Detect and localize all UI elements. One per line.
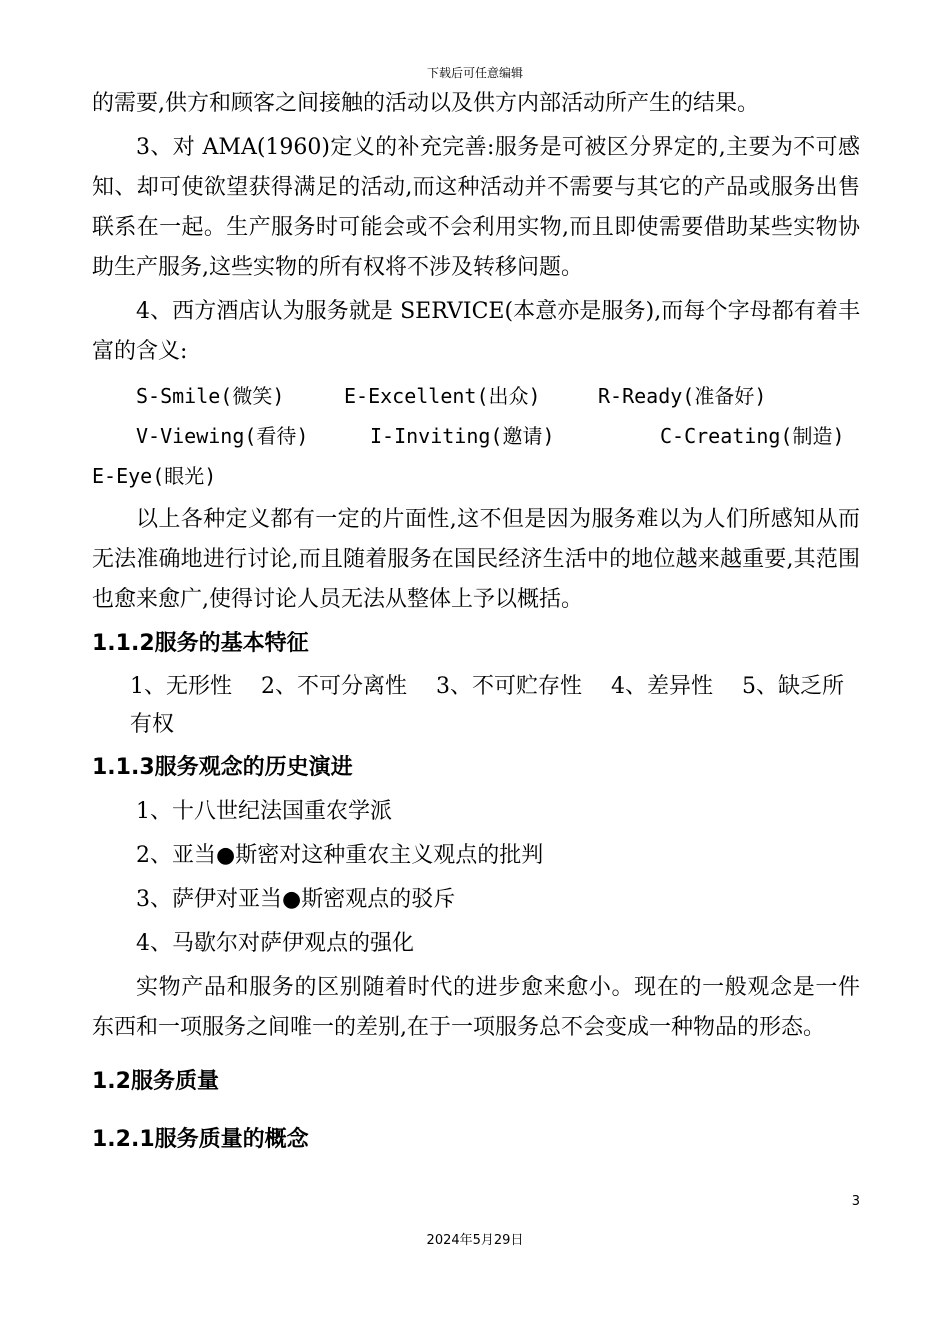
page-header: 下载后可任意编辑: [426, 66, 523, 80]
history-item-2: 2、亚当●斯密对这种重农主义观点的批判: [136, 843, 544, 868]
paragraph-product-service-difference: 实物产品和服务的区别随着时代的进步愈来愈小。现在的一般观念是一件东西和一项服务之间唯一的差别,在于一项服务总不会变成一种物品的形态。: [92, 975, 860, 1040]
heading-1-2-1: 1.2.1服务质量的概念: [92, 1127, 309, 1152]
heading-1-2: 1.2服务质量: [92, 1069, 219, 1094]
acronym-row-2: [92, 416, 860, 456]
document-body: [92, 84, 860, 1164]
feature-inseparability: 2、不可分离性: [261, 674, 407, 699]
paragraph-continuation: 的需要,供方和顾客之间接触的活动以及供方内部活动所产生的结果。: [92, 91, 759, 116]
acronym-e: E-Excellent(出众): [344, 384, 541, 408]
history-item-3: 3、萨伊对亚当●斯密观点的驳斥: [136, 887, 456, 912]
paragraph-service-acronym: 4、西方酒店认为服务就是 SERVICE(本意亦是服务),而每个字母都有着丰富的含义:: [92, 299, 860, 364]
acronym-e2: E-Eye(眼光): [92, 464, 217, 488]
feature-ownership: 5、缺乏所: [742, 674, 844, 699]
acronym-c: C-Creating(制造): [660, 424, 845, 448]
feature-perishability: 3、不可贮存性: [436, 674, 582, 699]
feature-heterogeneity: 4、差异性: [611, 674, 713, 699]
acronym-s: S-Smile(微笑): [136, 384, 285, 408]
acronym-row-1: [92, 376, 860, 416]
history-item-4: 4、马歇尔对萨伊观点的强化: [136, 931, 414, 956]
acronym-v: V-Viewing(看待): [136, 424, 309, 448]
history-item-1: 1、十八世纪法国重农学派: [136, 799, 392, 824]
page-number: 3: [851, 1194, 860, 1209]
acronym-row-3: [92, 456, 860, 496]
feature-intangibility: 1、无形性: [130, 674, 232, 699]
feature-ownership-cont: 有权: [130, 712, 175, 737]
acronym-i: I-Inviting(邀请): [370, 424, 555, 448]
heading-1-1-2: 1.1.2服务的基本特征: [92, 631, 309, 656]
paragraph-ama-definition: 3、对 AMA(1960)定义的补充完善:服务是可被区分界定的,主要为不可感知、却可使欲望获得满足的活动,而这种活动并不需要与其它的产品或服务出售联系在一起。生产服务时可能会或不会利用实物,而且即使需要借助某些实物协助生产服务,这些实物的所有权将不涉及转移问题。: [92, 135, 860, 280]
heading-1-1-3: 1.1.3服务观念的历史演进: [92, 755, 353, 780]
page-footer-date: 2024年5月29日: [426, 1233, 524, 1248]
features-list: [92, 668, 860, 744]
acronym-r: R-Ready(准备好): [598, 384, 767, 408]
paragraph-definitions-summary: 以上各种定义都有一定的片面性,这不但是因为服务难以为人们所感知从而无法准确地进行讨论,而且随着服务在国民经济生活中的地位越来越重要,其范围也愈来愈广,使得讨论人员无法从整体上予以概括。: [92, 507, 860, 612]
